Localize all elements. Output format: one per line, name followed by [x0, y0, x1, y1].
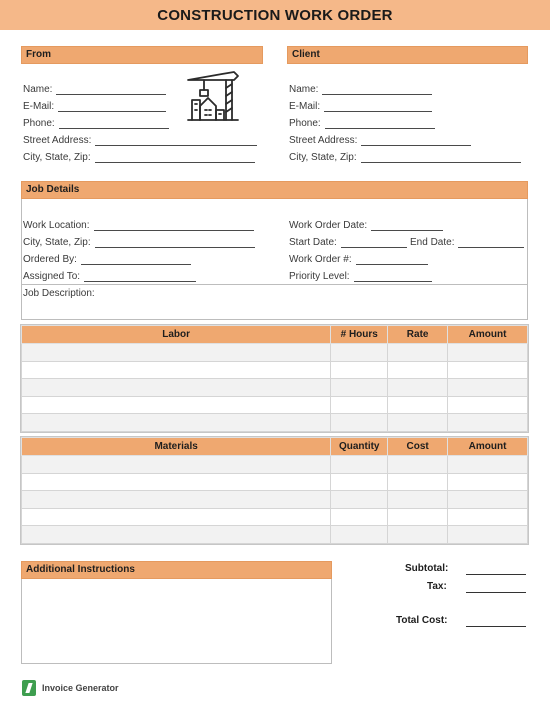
client-email-field[interactable] [289, 101, 432, 112]
client-section-header [287, 46, 528, 64]
table-row [22, 379, 528, 397]
labor-cell[interactable] [22, 379, 331, 397]
material-cell[interactable] [22, 456, 331, 474]
labor-col-header: Labor [22, 326, 331, 344]
work-order-number-field[interactable] [289, 254, 428, 265]
total-cost-line[interactable] [466, 626, 526, 627]
priority-level-line[interactable] [354, 272, 432, 282]
client-name-field[interactable] [289, 84, 432, 95]
amount-cell[interactable] [448, 491, 528, 509]
cost-cell[interactable] [388, 526, 448, 544]
end-date-field[interactable] [410, 237, 524, 248]
instructions-heading: Additional Instructions [26, 564, 135, 575]
job-divider [21, 284, 528, 285]
title-bar [0, 0, 550, 30]
priority-level-field[interactable] [289, 271, 432, 282]
job-description-label: Job Description: [23, 288, 95, 299]
material-cell[interactable] [22, 473, 331, 491]
from-city-line[interactable] [95, 153, 255, 163]
rate-cell[interactable] [388, 379, 448, 397]
quantity-cell[interactable] [331, 508, 388, 526]
brand-name: Invoice Generator [42, 683, 119, 693]
materials-table [21, 437, 528, 544]
from-city-field[interactable] [23, 152, 255, 163]
rate-col-header: Rate [388, 326, 448, 344]
rate-cell[interactable] [388, 414, 448, 432]
material-cell[interactable] [22, 491, 331, 509]
invoice-generator-logo-icon [22, 680, 36, 696]
ordered-by-label: Ordered By: [23, 254, 77, 265]
client-street-line[interactable] [361, 136, 471, 146]
table-row [22, 344, 528, 362]
quantity-col-header: Quantity [331, 438, 388, 456]
quantity-cell[interactable] [331, 526, 388, 544]
from-heading: From [26, 49, 51, 60]
material-cell[interactable] [22, 508, 331, 526]
job-details-heading: Job Details [26, 184, 80, 195]
job-city-label: City, State, Zip: [23, 237, 91, 248]
hours-cell[interactable] [331, 361, 388, 379]
job-description-input[interactable] [23, 300, 523, 317]
instructions-header [21, 561, 332, 579]
ordered-by-field[interactable] [23, 254, 191, 265]
from-name-line[interactable] [56, 85, 166, 95]
document-title: CONSTRUCTION WORK ORDER [157, 6, 393, 24]
table-row [22, 473, 528, 491]
assigned-to-field[interactable] [23, 271, 196, 282]
job-city-line[interactable] [95, 238, 255, 248]
amount-cell[interactable] [448, 344, 528, 362]
from-street-line[interactable] [95, 136, 257, 146]
tax-line[interactable] [466, 592, 526, 593]
amount-cell[interactable] [448, 379, 528, 397]
amount-cell[interactable] [448, 508, 528, 526]
from-section-header [21, 46, 263, 64]
from-street-label: Street Address: [23, 135, 92, 146]
labor-table [21, 325, 528, 432]
job-city-field[interactable] [23, 237, 255, 248]
work-location-line[interactable] [94, 221, 254, 231]
client-phone-label: Phone: [289, 118, 321, 129]
cost-cell[interactable] [388, 456, 448, 474]
quantity-cell[interactable] [331, 473, 388, 491]
table-row [22, 414, 528, 432]
amount-cell[interactable] [448, 414, 528, 432]
hours-cell[interactable] [331, 396, 388, 414]
cost-cell[interactable] [388, 491, 448, 509]
from-street-field[interactable] [23, 135, 257, 146]
from-email-label: E-Mail: [23, 101, 55, 112]
from-phone-field[interactable] [23, 118, 169, 129]
from-phone-label: Phone: [23, 118, 55, 129]
cost-cell[interactable] [388, 473, 448, 491]
table-row [22, 456, 528, 474]
amount-cell[interactable] [448, 526, 528, 544]
footer-brand[interactable] [22, 680, 119, 696]
hours-cell[interactable] [331, 414, 388, 432]
amount-cell[interactable] [448, 396, 528, 414]
amount-cell[interactable] [448, 473, 528, 491]
assigned-to-line[interactable] [84, 272, 196, 282]
client-phone-field[interactable] [289, 118, 435, 129]
start-date-label: Start Date: [289, 237, 337, 248]
client-street-field[interactable] [289, 135, 471, 146]
quantity-cell[interactable] [331, 456, 388, 474]
subtotal-label: Subtotal: [405, 563, 449, 574]
client-heading: Client [292, 49, 320, 60]
from-name-label: Name: [23, 84, 53, 95]
amount-cell[interactable] [448, 361, 528, 379]
quantity-cell[interactable] [331, 491, 388, 509]
labor-cell[interactable] [22, 344, 331, 362]
labor-cell[interactable] [22, 396, 331, 414]
client-name-line[interactable] [322, 85, 432, 95]
material-cell[interactable] [22, 526, 331, 544]
cost-cell[interactable] [388, 508, 448, 526]
materials-col-header: Materials [22, 438, 331, 456]
priority-level-label: Priority Level: [289, 271, 350, 282]
end-date-line[interactable] [458, 238, 524, 248]
client-phone-line[interactable] [325, 119, 435, 129]
work-order-number-label: Work Order #: [289, 254, 352, 265]
hours-cell[interactable] [331, 379, 388, 397]
amount-cell[interactable] [448, 456, 528, 474]
labor-cell[interactable] [22, 414, 331, 432]
labor-cell[interactable] [22, 361, 331, 379]
from-city-label: City, State, Zip: [23, 152, 91, 163]
from-name-field[interactable] [23, 84, 166, 95]
client-name-label: Name: [289, 84, 319, 95]
work-order-date-field[interactable] [289, 220, 443, 231]
materials-header-row [22, 438, 528, 456]
subtotal-line[interactable] [466, 574, 526, 575]
work-order-date-label: Work Order Date: [289, 220, 368, 231]
start-date-line[interactable] [341, 238, 407, 248]
client-city-field[interactable] [289, 152, 521, 163]
hours-col-header: # Hours [331, 326, 388, 344]
amount-col-header: Amount [448, 326, 528, 344]
hours-cell[interactable] [331, 344, 388, 362]
job-details-header [21, 181, 528, 199]
table-row [22, 508, 528, 526]
client-city-line[interactable] [361, 153, 521, 163]
client-street-label: Street Address: [289, 135, 358, 146]
table-row [22, 526, 528, 544]
table-row [22, 396, 528, 414]
ordered-by-line[interactable] [81, 255, 191, 265]
work-order-number-line[interactable] [356, 255, 428, 265]
from-email-line[interactable] [58, 102, 166, 112]
table-row [22, 361, 528, 379]
work-order-date-line[interactable] [371, 221, 443, 231]
work-location-label: Work Location: [23, 220, 90, 231]
construction-crane-icon [186, 70, 240, 124]
end-date-label: End Date: [410, 237, 455, 248]
rate-cell[interactable] [388, 396, 448, 414]
materials-amount-col-header: Amount [448, 438, 528, 456]
from-phone-line[interactable] [59, 119, 169, 129]
start-date-field[interactable] [289, 237, 407, 248]
assigned-to-label: Assigned To: [23, 271, 81, 282]
client-email-line[interactable] [324, 102, 432, 112]
tax-label: Tax: [427, 581, 447, 592]
cost-col-header: Cost [388, 438, 448, 456]
client-city-label: City, State, Zip: [289, 152, 357, 163]
rate-cell[interactable] [388, 344, 448, 362]
labor-header-row [22, 326, 528, 344]
work-location-field[interactable] [23, 220, 254, 231]
table-row [22, 491, 528, 509]
from-email-field[interactable] [23, 101, 166, 112]
rate-cell[interactable] [388, 361, 448, 379]
client-email-label: E-Mail: [289, 101, 321, 112]
total-cost-label: Total Cost: [396, 615, 448, 626]
